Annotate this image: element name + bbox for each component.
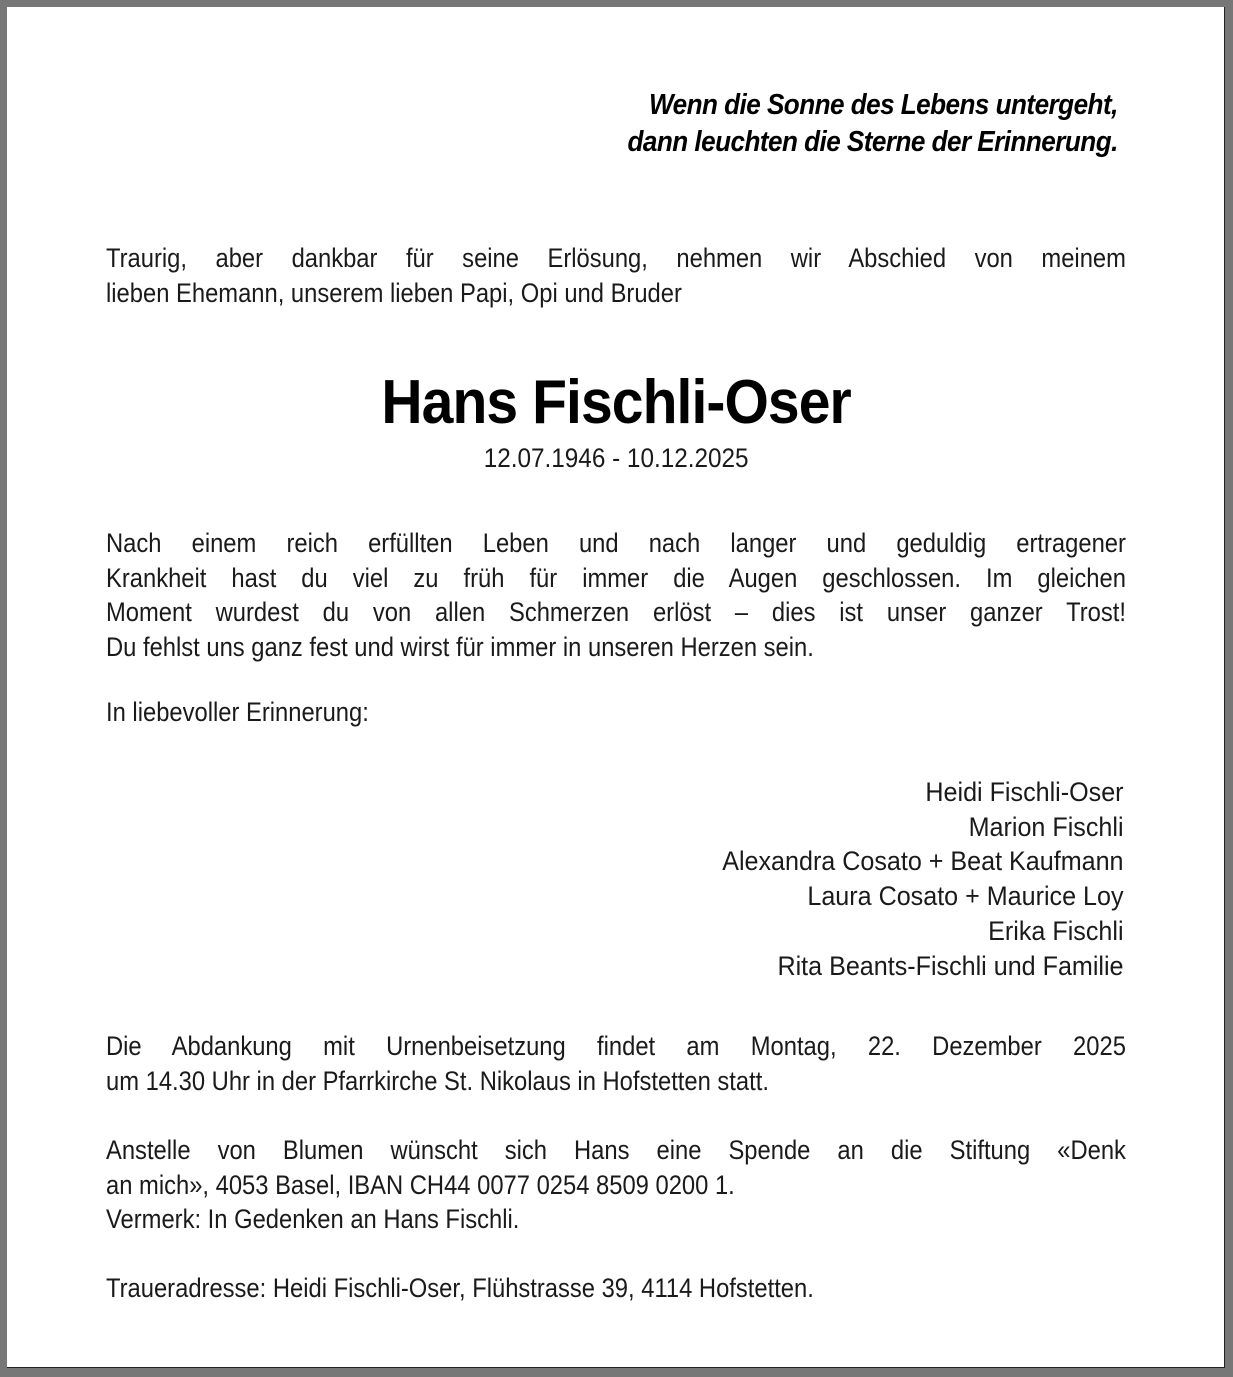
motto-line: dann leuchten die Sterne der Erinnerung.: [627, 126, 1118, 158]
mourning-address: Traueradresse: Heidi Fischli-Oser, Flühstrasse 39, 4114 Hofstetten.: [106, 1273, 814, 1303]
ceremony-paragraph: [106, 1029, 1126, 1098]
tribute-line: Du fehlst uns ganz fest und wirst für immer in unseren Herzen sein.: [106, 632, 814, 663]
mourners-list: [692, 775, 1124, 983]
mourner-name: Laura Cosato + Maurice Loy: [807, 881, 1124, 912]
life-dates: 12.07.1946 - 10.12.2025: [483, 443, 749, 473]
deceased-name: Hans Fischli-Oser: [381, 368, 851, 437]
mourner-name: Rita Beants-Fischli und Familie: [777, 950, 1124, 981]
donation-paragraph: [106, 1133, 1126, 1237]
tribute-paragraph: [106, 526, 1126, 665]
intro-line: lieben Ehemann, unserem lieben Papi, Opi und Bruder: [106, 277, 682, 308]
mourner-name: Heidi Fischli-Oser: [925, 777, 1124, 807]
obituary-card: [7, 7, 1225, 1368]
tribute-line: Nach einem reich erfüllten Leben und nach langer und geduldig ertragener: [106, 528, 1126, 558]
motto-quote: [628, 87, 1118, 161]
mourner-name: Alexandra Cosato + Beat Kaufmann: [722, 846, 1124, 877]
mourner-name: Erika Fischli: [988, 915, 1124, 946]
tribute-line: Moment wurdest du von allen Schmerzen erlöst – dies ist unser ganzer Trost!: [106, 597, 1126, 628]
intro-paragraph: [106, 241, 1126, 310]
ceremony-line: um 14.30 Uhr in der Pfarrkirche St. Nikolaus in Hofstetten statt.: [106, 1065, 769, 1096]
intro-line: Traurig, aber dankbar für seine Erlösung, nehmen wir Abschied von meinem: [106, 243, 1126, 273]
mourner-name: Marion Fischli: [969, 811, 1124, 842]
remembrance-label: In liebevoller Erinnerung:: [106, 697, 369, 727]
donation-line: Anstelle von Blumen wünscht sich Hans eine Spende an die Stiftung «Denk: [106, 1135, 1126, 1165]
ceremony-line: Die Abdankung mit Urnenbeisetzung findet am Montag, 22. Dezember 2025: [106, 1031, 1126, 1061]
motto-line: Wenn die Sonne des Lebens untergeht,: [649, 89, 1118, 121]
tribute-line: Krankheit hast du viel zu früh für immer die Augen geschlossen. Im gleichen: [106, 562, 1126, 593]
donation-line: Vermerk: In Gedenken an Hans Fischli.: [106, 1204, 520, 1235]
donation-line: an mich», 4053 Basel, IBAN CH44 0077 0254 8509 0200 1.: [106, 1169, 735, 1200]
